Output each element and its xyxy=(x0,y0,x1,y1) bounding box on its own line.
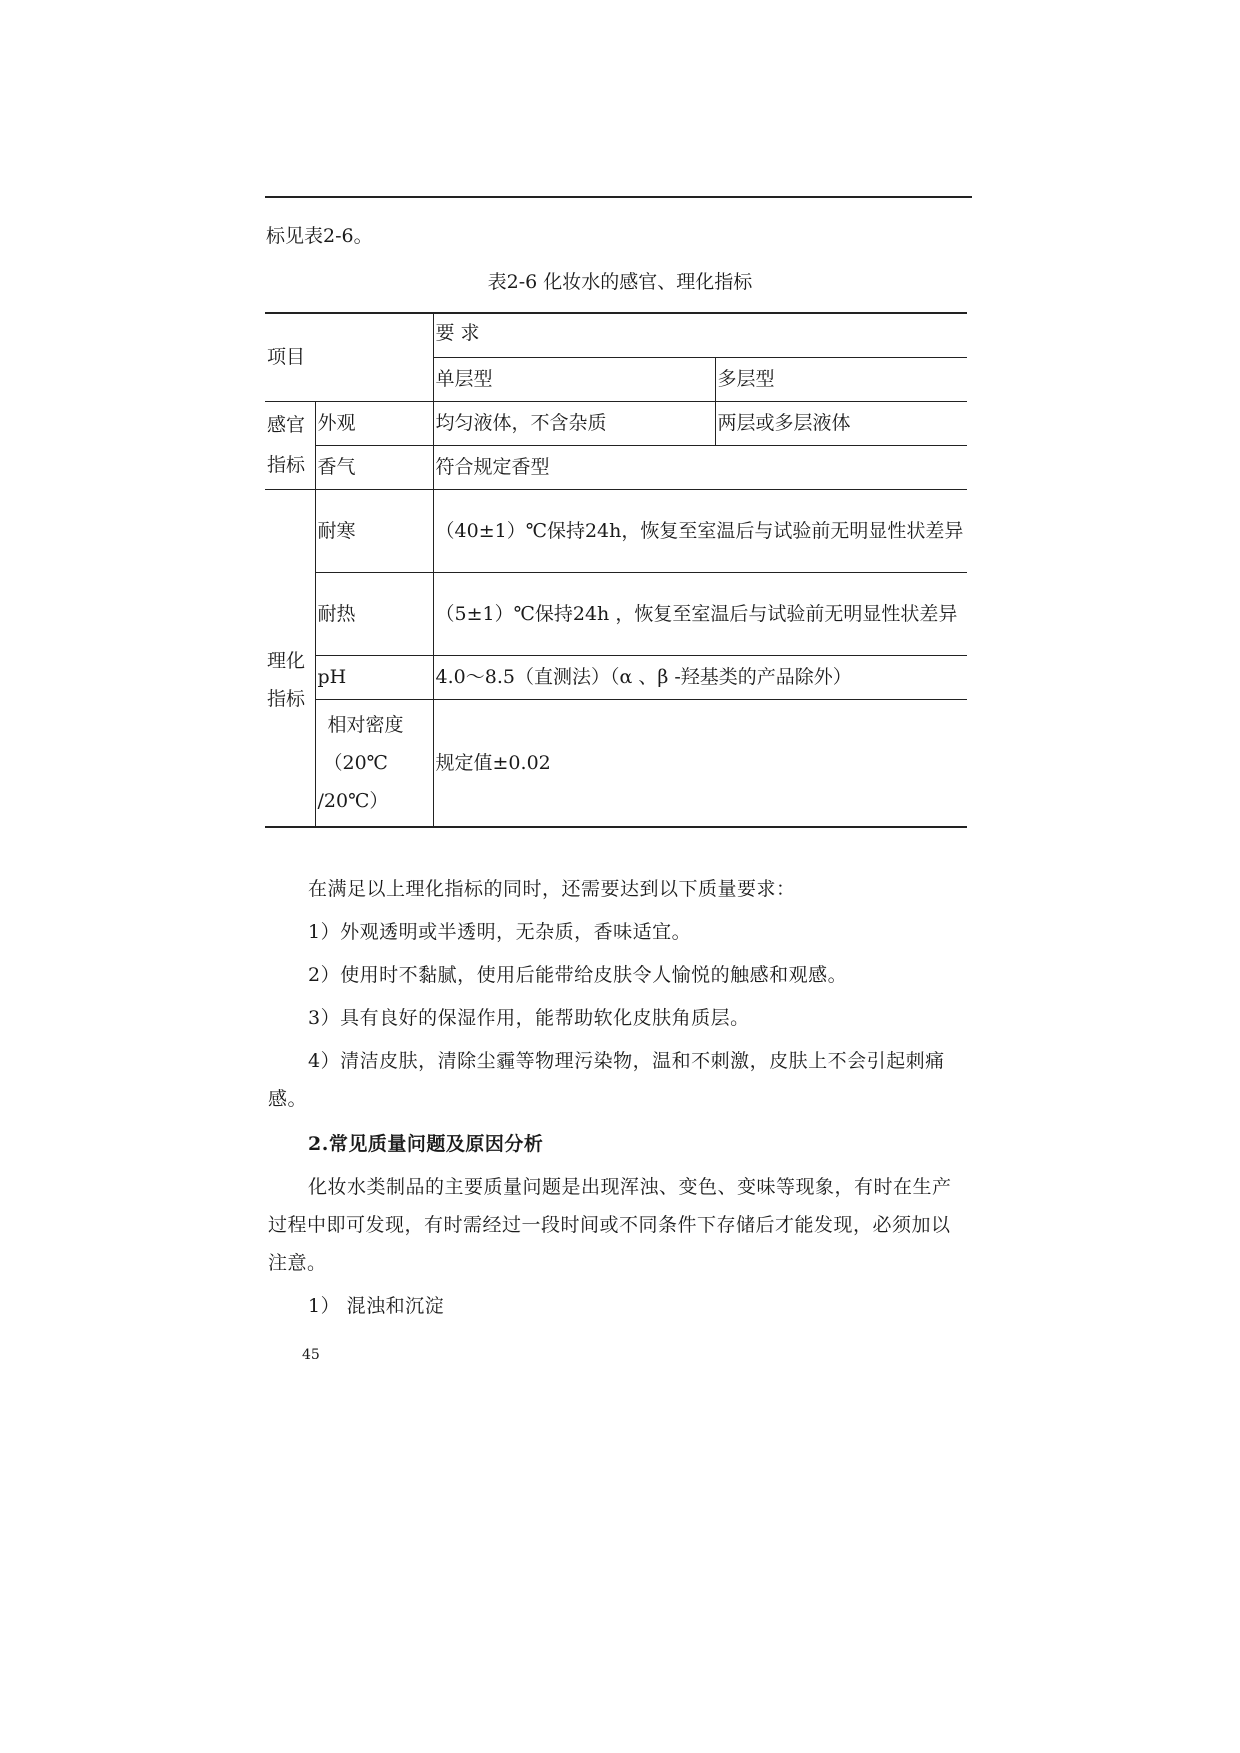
table-caption: 表2-6 化妆水的感官、理化指标 xyxy=(487,271,753,293)
header-item: 项目 xyxy=(267,346,306,369)
header-requirement-cell xyxy=(433,313,967,357)
appearance-single: 均匀液体，不含杂质 xyxy=(435,412,607,434)
ph-label-cell xyxy=(315,655,433,699)
header-multi: 多层型 xyxy=(717,368,775,390)
header-requirement: 要 求 xyxy=(435,322,480,344)
header-item-cell xyxy=(265,313,433,401)
density-label-1: 相对密度 xyxy=(327,713,404,736)
aroma-label-cell xyxy=(315,445,433,489)
aroma-value: 符合规定香型 xyxy=(435,456,550,478)
appearance-label: 外观 xyxy=(317,412,356,434)
appearance-label-cell xyxy=(315,401,433,445)
paragraph-6: 化妆水类制品的主要质量问题是出现浑浊、变色、变味等现象，有时在生产过程中即可发现，有时需经过一段时间或不同条件下存储后才能发现，必须加以注意。 xyxy=(268,1176,952,1274)
appearance-single-cell xyxy=(433,401,715,445)
cold-value-cell xyxy=(433,489,967,572)
paragraph-1: 在满足以上理化指标的同时，还需要达到以下质量要求： xyxy=(308,878,796,900)
ph-value: 4.0～8.5（直测法）（α 、β -羟基类的产品除外） xyxy=(435,666,852,688)
density-label-2: （20℃ xyxy=(323,751,388,774)
sensory-group: 感官指标 xyxy=(267,414,306,476)
header-single: 单层型 xyxy=(435,368,493,390)
paragraph-7: 1） 混浊和沉淀 xyxy=(308,1295,445,1317)
section-heading: 2.常见质量问题及原因分析 xyxy=(308,1133,544,1155)
density-label-3: /20℃） xyxy=(317,789,389,812)
sensory-group-cell xyxy=(265,401,315,489)
spec-table xyxy=(265,312,967,828)
density-value: 规定值±0.02 xyxy=(435,751,551,774)
appearance-multi: 两层或多层液体 xyxy=(717,412,851,434)
paragraph-5: 4）清洁皮肤，清除尘霾等物理污染物，温和不刺激，皮肤上不会引起刺痛感。 xyxy=(268,1050,945,1110)
aroma-label: 香气 xyxy=(317,456,356,478)
physchem-group-cell xyxy=(265,489,315,827)
ph-label: pH xyxy=(317,666,347,688)
heat-value-cell xyxy=(433,572,967,655)
aroma-value-cell xyxy=(433,445,967,489)
intro-line: 标见表2-6。 xyxy=(266,225,373,247)
physchem-group: 理化指标 xyxy=(267,650,306,710)
density-value-cell xyxy=(433,699,967,827)
paragraph-3: 2）使用时不黏腻，使用后能带给皮肤令人愉悦的触感和观感。 xyxy=(308,964,848,986)
paragraph-2: 1）外观透明或半透明，无杂质，香味适宜。 xyxy=(308,921,692,943)
density-label-cell xyxy=(315,699,433,827)
header-rule xyxy=(265,196,972,198)
paragraph-4: 3）具有良好的保湿作用，能帮助软化皮肤角质层。 xyxy=(308,1007,750,1029)
page-number: 45 xyxy=(302,1347,320,1363)
cold-value: （40±1）℃保持24h，恢复至室温后与试验前无明显性状差异 xyxy=(435,519,964,542)
appearance-multi-cell xyxy=(715,401,967,445)
cold-label: 耐寒 xyxy=(317,519,356,542)
heat-label-cell xyxy=(315,572,433,655)
header-single-cell xyxy=(433,357,715,401)
ph-value-cell xyxy=(433,655,967,699)
cold-label-cell xyxy=(315,489,433,572)
heat-value: （5±1）℃保持24h ，恢复至室温后与试验前无明显性状差异 xyxy=(435,602,958,625)
heat-label: 耐热 xyxy=(317,602,356,625)
header-multi-cell xyxy=(715,357,967,401)
